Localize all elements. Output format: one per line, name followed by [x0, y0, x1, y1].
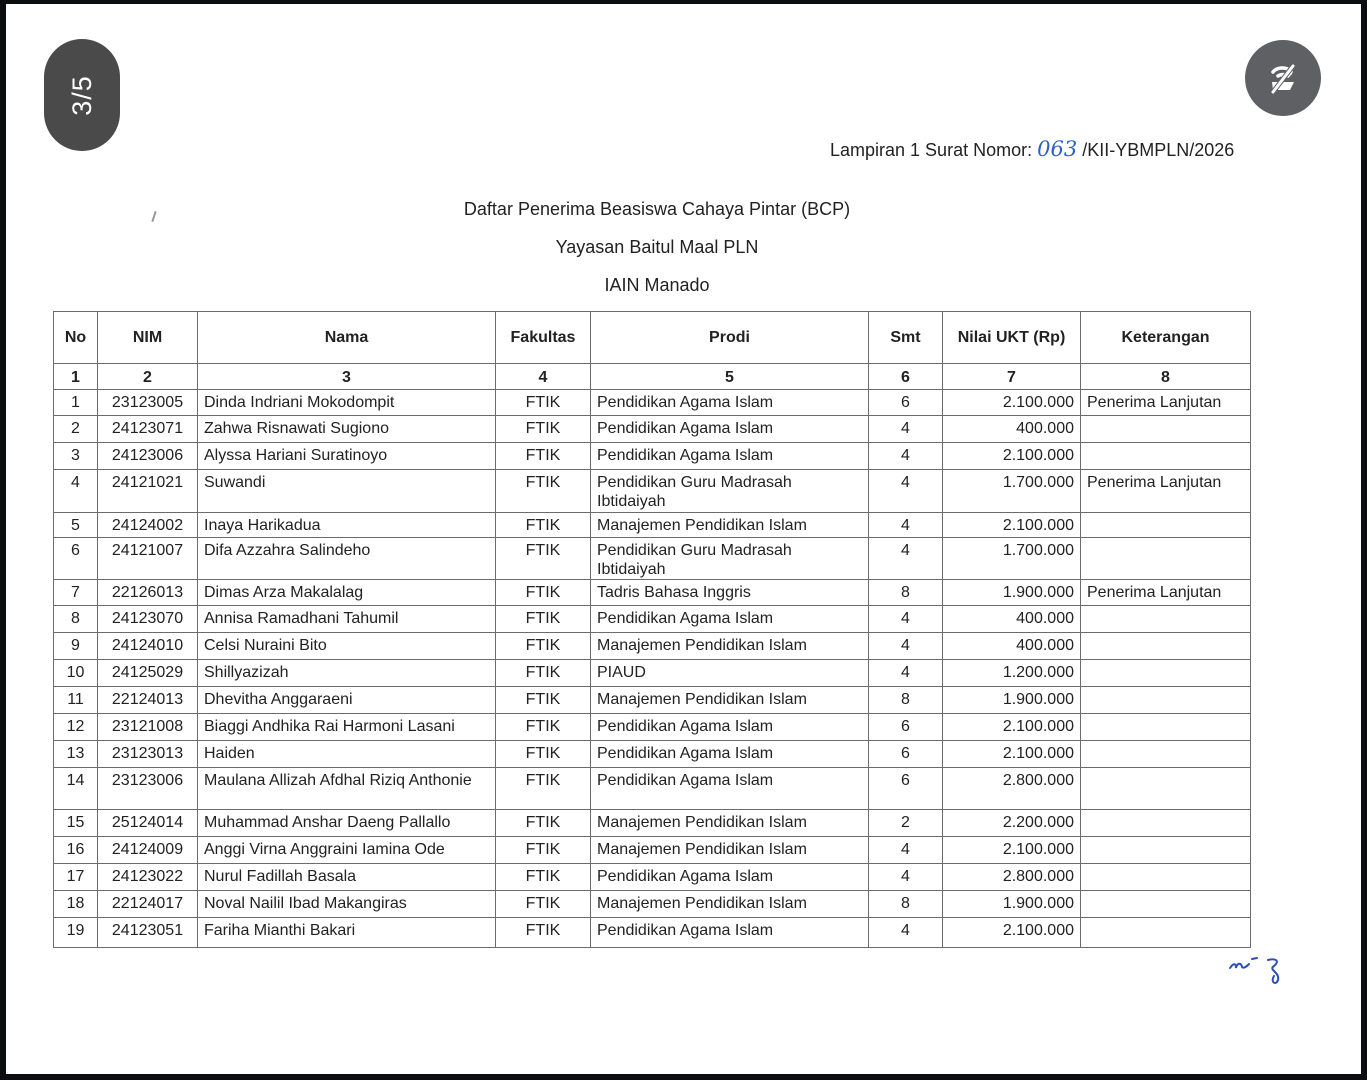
cell-smt: 8 [869, 687, 943, 714]
column-number: 3 [198, 364, 496, 390]
cell-nama: Suwandi [198, 470, 496, 513]
cell-fakultas: FTIK [496, 714, 591, 741]
cell-fakultas: FTIK [496, 580, 591, 606]
markup-toggle-button[interactable] [1245, 40, 1321, 116]
column-number: 8 [1081, 364, 1251, 390]
cell-nama: Inaya Harikadua [198, 513, 496, 538]
cell-nilai-ukt: 2.100.000 [943, 390, 1081, 416]
letter-reference [830, 137, 1234, 161]
table-row [54, 660, 1251, 687]
cell-fakultas: FTIK [496, 891, 591, 918]
cell-fakultas: FTIK [496, 416, 591, 443]
cell-nim: 24124009 [98, 837, 198, 864]
cell-keterangan: Penerima Lanjutan [1081, 580, 1251, 606]
cell-prodi: Tadris Bahasa Inggris [591, 580, 869, 606]
recipients-table [53, 311, 1251, 948]
cell-smt: 6 [869, 714, 943, 741]
cell-nama: Dhevitha Anggaraeni [198, 687, 496, 714]
cell-smt: 4 [869, 837, 943, 864]
cell-no: 10 [54, 660, 98, 687]
cell-nama: Difa Azzahra Salindeho [198, 538, 496, 580]
column-number-row [54, 364, 1251, 390]
cell-nim: 22126013 [98, 580, 198, 606]
cell-no: 17 [54, 864, 98, 891]
cell-nilai-ukt: 1.900.000 [943, 580, 1081, 606]
cell-prodi: Manajemen Pendidikan Islam [591, 687, 869, 714]
cell-fakultas: FTIK [496, 918, 591, 948]
cell-nim: 24124002 [98, 513, 198, 538]
cell-nilai-ukt: 1.700.000 [943, 538, 1081, 580]
cell-nilai-ukt: 2.800.000 [943, 768, 1081, 810]
cell-nilai-ukt: 400.000 [943, 416, 1081, 443]
cell-keterangan [1081, 837, 1251, 864]
cell-smt: 8 [869, 580, 943, 606]
cell-fakultas: FTIK [496, 741, 591, 768]
column-number: 2 [98, 364, 198, 390]
cell-nama: Nurul Fadillah Basala [198, 864, 496, 891]
cell-smt: 4 [869, 513, 943, 538]
document-subtitle-foundation: Yayasan Baitul Maal PLN [555, 237, 759, 257]
cell-prodi: PIAUD [591, 660, 869, 687]
cell-no: 4 [54, 470, 98, 513]
header-keterangan: Keterangan [1081, 312, 1251, 364]
letter-ref-prefix: Lampiran 1 Surat Nomor: [830, 140, 1033, 160]
cell-prodi: Manajemen Pendidikan Islam [591, 633, 869, 660]
cell-nim: 24124010 [98, 633, 198, 660]
cell-nim: 24121021 [98, 470, 198, 513]
header-nim: NIM [98, 312, 198, 364]
cell-prodi: Pendidikan Guru Madrasah Ibtidaiyah [591, 538, 869, 580]
cell-fakultas: FTIK [496, 837, 591, 864]
cell-smt: 4 [869, 918, 943, 948]
cell-keterangan [1081, 416, 1251, 443]
cell-keterangan [1081, 864, 1251, 891]
header-nilai-ukt: Nilai UKT (Rp) [943, 312, 1081, 364]
cell-keterangan [1081, 513, 1251, 538]
cell-nama: Biaggi Andhika Rai Harmoni Lasani [198, 714, 496, 741]
table-row [54, 918, 1251, 948]
cell-nilai-ukt: 1.900.000 [943, 891, 1081, 918]
cell-nim: 23123013 [98, 741, 198, 768]
cell-no: 19 [54, 918, 98, 948]
cell-nim: 24125029 [98, 660, 198, 687]
cell-no: 15 [54, 810, 98, 837]
cell-prodi: Pendidikan Agama Islam [591, 390, 869, 416]
table-row [54, 470, 1251, 513]
table-row [54, 741, 1251, 768]
table-row [54, 580, 1251, 606]
cell-keterangan [1081, 714, 1251, 741]
cell-keterangan [1081, 891, 1251, 918]
cell-fakultas: FTIK [496, 633, 591, 660]
cell-nama: Dimas Arza Makalalag [198, 580, 496, 606]
cell-nama: Anggi Virna Anggraini Iamina Ode [198, 837, 496, 864]
cell-smt: 6 [869, 741, 943, 768]
cell-no: 14 [54, 768, 98, 810]
table-row [54, 513, 1251, 538]
cell-prodi: Pendidikan Agama Islam [591, 606, 869, 633]
cell-no: 3 [54, 443, 98, 470]
cell-nilai-ukt: 2.100.000 [943, 741, 1081, 768]
header-fakultas: Fakultas [496, 312, 591, 364]
cell-keterangan: Penerima Lanjutan [1081, 390, 1251, 416]
cell-no: 6 [54, 538, 98, 580]
cell-prodi: Pendidikan Agama Islam [591, 918, 869, 948]
cell-no: 11 [54, 687, 98, 714]
cell-nilai-ukt: 2.100.000 [943, 714, 1081, 741]
cell-nim: 24123022 [98, 864, 198, 891]
cell-nilai-ukt: 2.800.000 [943, 864, 1081, 891]
cell-prodi: Pendidikan Agama Islam [591, 714, 869, 741]
header-smt: Smt [869, 312, 943, 364]
cell-nama: Muhammad Anshar Daeng Pallallo [198, 810, 496, 837]
cell-nim: 24123070 [98, 606, 198, 633]
cell-smt: 4 [869, 864, 943, 891]
table-row [54, 416, 1251, 443]
cell-nama: Annisa Ramadhani Tahumil [198, 606, 496, 633]
cell-smt: 4 [869, 470, 943, 513]
cell-smt: 6 [869, 390, 943, 416]
table-row [54, 687, 1251, 714]
table-row [54, 714, 1251, 741]
cell-fakultas: FTIK [496, 470, 591, 513]
cell-prodi: Pendidikan Guru Madrasah Ibtidaiyah [591, 470, 869, 513]
cell-keterangan [1081, 768, 1251, 810]
cell-nama: Dinda Indriani Mokodompit [198, 390, 496, 416]
table-row [54, 538, 1251, 580]
cell-keterangan [1081, 918, 1251, 948]
cell-nim: 24123051 [98, 918, 198, 948]
cell-smt: 2 [869, 810, 943, 837]
cell-no: 8 [54, 606, 98, 633]
cell-fakultas: FTIK [496, 606, 591, 633]
cell-prodi: Manajemen Pendidikan Islam [591, 810, 869, 837]
cell-prodi: Pendidikan Agama Islam [591, 416, 869, 443]
cell-nama: Alyssa Hariani Suratinoyo [198, 443, 496, 470]
cell-nilai-ukt: 1.700.000 [943, 470, 1081, 513]
cell-no: 16 [54, 837, 98, 864]
cell-nama: Noval Nailil Ibad Makangiras [198, 891, 496, 918]
cell-smt: 4 [869, 606, 943, 633]
cell-smt: 6 [869, 768, 943, 810]
cell-keterangan [1081, 443, 1251, 470]
cell-keterangan [1081, 606, 1251, 633]
cell-fakultas: FTIK [496, 687, 591, 714]
cell-no: 13 [54, 741, 98, 768]
table-header-row [54, 312, 1251, 364]
header-prodi: Prodi [591, 312, 869, 364]
cell-nim: 23123006 [98, 768, 198, 810]
cell-prodi: Pendidikan Agama Islam [591, 864, 869, 891]
cell-nilai-ukt: 2.100.000 [943, 513, 1081, 538]
cell-nilai-ukt: 2.100.000 [943, 837, 1081, 864]
page-indicator-text: 3/5 [66, 74, 97, 116]
cell-prodi: Pendidikan Agama Islam [591, 741, 869, 768]
table-row [54, 837, 1251, 864]
cell-fakultas: FTIK [496, 538, 591, 580]
cell-nilai-ukt: 2.200.000 [943, 810, 1081, 837]
page-indicator [44, 39, 120, 151]
cell-no: 2 [54, 416, 98, 443]
cell-nama: Haiden [198, 741, 496, 768]
cell-smt: 4 [869, 416, 943, 443]
cell-keterangan [1081, 660, 1251, 687]
cell-nim: 24123006 [98, 443, 198, 470]
cell-prodi: Manajemen Pendidikan Islam [591, 513, 869, 538]
cell-nim: 23123005 [98, 390, 198, 416]
table-row [54, 443, 1251, 470]
cell-smt: 4 [869, 633, 943, 660]
column-number: 5 [591, 364, 869, 390]
table-row [54, 768, 1251, 810]
cell-fakultas: FTIK [496, 768, 591, 810]
cell-prodi: Pendidikan Agama Islam [591, 768, 869, 810]
cell-nilai-ukt: 2.100.000 [943, 443, 1081, 470]
cell-smt: 4 [869, 443, 943, 470]
table-row [54, 633, 1251, 660]
cell-nilai-ukt: 1.900.000 [943, 687, 1081, 714]
cell-nama: Maulana Allizah Afdhal Riziq Anthonie [198, 768, 496, 810]
table-row [54, 810, 1251, 837]
cell-keterangan [1081, 687, 1251, 714]
table-row [54, 864, 1251, 891]
cell-nilai-ukt: 400.000 [943, 606, 1081, 633]
cell-prodi: Manajemen Pendidikan Islam [591, 891, 869, 918]
cell-no: 7 [54, 580, 98, 606]
cell-nim: 24121007 [98, 538, 198, 580]
column-number: 7 [943, 364, 1081, 390]
markup-off-icon [1263, 58, 1303, 98]
table-row [54, 606, 1251, 633]
cell-nama: Shillyazizah [198, 660, 496, 687]
column-number: 4 [496, 364, 591, 390]
column-number: 6 [869, 364, 943, 390]
cell-keterangan [1081, 810, 1251, 837]
cell-prodi: Pendidikan Agama Islam [591, 443, 869, 470]
cell-fakultas: FTIK [496, 513, 591, 538]
cell-fakultas: FTIK [496, 864, 591, 891]
cell-nim: 25124014 [98, 810, 198, 837]
cell-fakultas: FTIK [496, 390, 591, 416]
cell-nim: 23121008 [98, 714, 198, 741]
cell-keterangan [1081, 741, 1251, 768]
document-subtitle-institution: IAIN Manado [604, 275, 710, 295]
header-nama: Nama [198, 312, 496, 364]
cell-nama: Fariha Mianthi Bakari [198, 918, 496, 948]
cell-keterangan [1081, 538, 1251, 580]
cell-nim: 22124013 [98, 687, 198, 714]
cell-fakultas: FTIK [496, 660, 591, 687]
cell-keterangan: Penerima Lanjutan [1081, 470, 1251, 513]
handwritten-initials [1228, 950, 1290, 990]
cell-no: 18 [54, 891, 98, 918]
cell-nim: 22124017 [98, 891, 198, 918]
cell-nama: Celsi Nuraini Bito [198, 633, 496, 660]
document-title: Daftar Penerima Beasiswa Cahaya Pintar (BCP) [463, 199, 851, 219]
handwritten-letter-number: 063 [1037, 137, 1078, 161]
cell-nilai-ukt: 400.000 [943, 633, 1081, 660]
cell-nilai-ukt: 1.200.000 [943, 660, 1081, 687]
cell-no: 5 [54, 513, 98, 538]
letter-ref-suffix: /KII-YBMPLN/2026 [1082, 140, 1235, 160]
cell-smt: 4 [869, 538, 943, 580]
cell-fakultas: FTIK [496, 443, 591, 470]
cell-prodi: Manajemen Pendidikan Islam [591, 837, 869, 864]
column-number: 1 [54, 364, 98, 390]
cell-smt: 4 [869, 660, 943, 687]
cell-no: 12 [54, 714, 98, 741]
table-row [54, 390, 1251, 416]
table-row [54, 891, 1251, 918]
cell-no: 9 [54, 633, 98, 660]
cell-keterangan [1081, 633, 1251, 660]
cell-nim: 24123071 [98, 416, 198, 443]
cell-nilai-ukt: 2.100.000 [943, 918, 1081, 948]
cell-no: 1 [54, 390, 98, 416]
cell-smt: 8 [869, 891, 943, 918]
cell-nama: Zahwa Risnawati Sugiono [198, 416, 496, 443]
cell-fakultas: FTIK [496, 810, 591, 837]
header-no: No [54, 312, 98, 364]
